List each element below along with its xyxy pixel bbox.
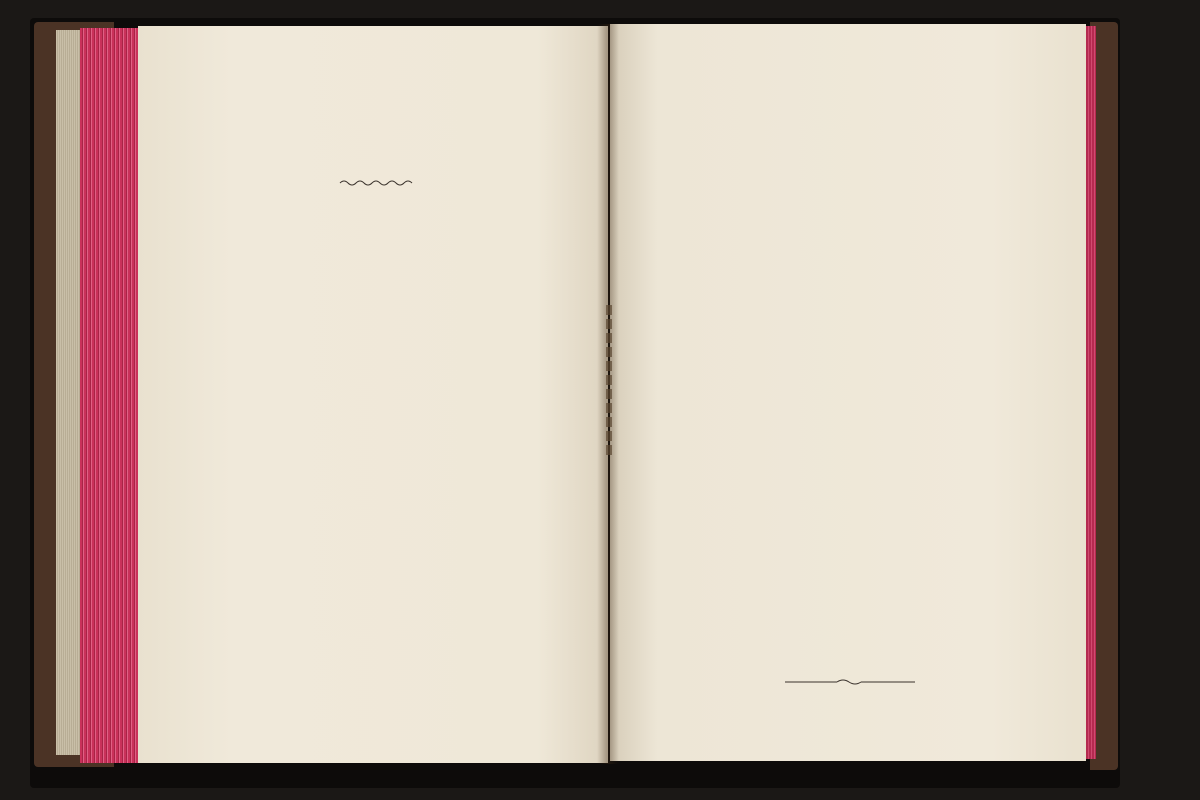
ornament-squiggle — [338, 179, 418, 187]
left-page — [138, 26, 608, 763]
ornament-end-rule — [785, 678, 915, 686]
red-page-edges-left — [80, 28, 140, 763]
binding-stitch — [606, 305, 612, 455]
right-page — [610, 24, 1086, 761]
